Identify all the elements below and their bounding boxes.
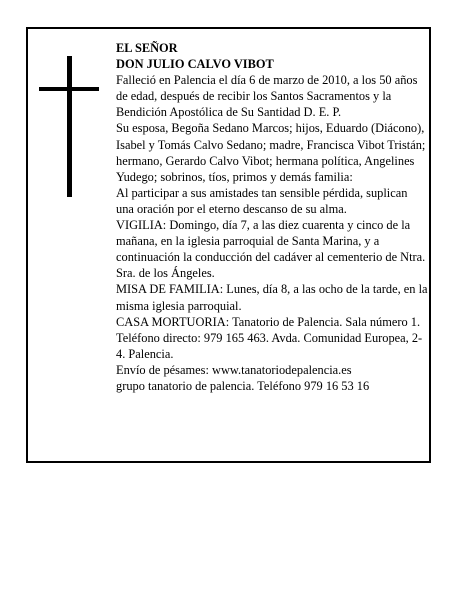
family-list: Su esposa, Begoña Sedano Marcos; hijos, Eduardo (Diácono), Isabel y Tomás Calvo Sedano; madre, Francisca Vibot Tristán; hermano, Gerardo Calvo Vibot; hermana política, Angelines Yudego; sobrinos, tíos, primos y demás familia: [116, 121, 426, 184]
obituary-notice [26, 27, 431, 463]
death-announcement: Falleció en Palencia el día 6 de marzo de 2010, a los 50 años de edad, después de recibir los Santos Sacramentos y la Bendición Apostólica de Su Santidad D. E. P. [116, 73, 418, 120]
deceased-name: DON JULIO CALVO VIBOT [116, 57, 274, 72]
deceased-title: EL SEÑOR [116, 41, 178, 55]
mortuary-details: CASA MORTUORIA: Tanatorio de Palencia. Sala número 1. Teléfono directo: 979 165 463. Avda. Comunidad Europea, 2-4. Palencia. [116, 314, 423, 361]
vigil-details: VIGILIA: Domingo, día 7, a las diez cuarenta y cinco de la mañana, en la iglesia parroquial de Santa Marina, y a continuación la conducción del cadáver al cementerio de Ntra. Sra. de los Ángeles. [116, 218, 426, 281]
prayer-request: Al participar a sus amistades tan sensible pérdida, suplican una oración por el eterno descanso de su alma. [116, 185, 408, 216]
funeral-group-contact: grupo tanatorio de palencia. Teléfono 979 16 53 16 [116, 378, 370, 393]
family-mass-details: MISA DE FAMILIA: Lunes, día 8, a las ocho de la tarde, en la misma iglesia parroquial. [116, 282, 428, 313]
condolences-link: Envío de pésames: www.tanatoriodepalencia.es [116, 362, 352, 377]
cross-vertical-bar [67, 56, 72, 197]
cross-horizontal-bar [39, 87, 99, 91]
obituary-text [116, 40, 428, 394]
